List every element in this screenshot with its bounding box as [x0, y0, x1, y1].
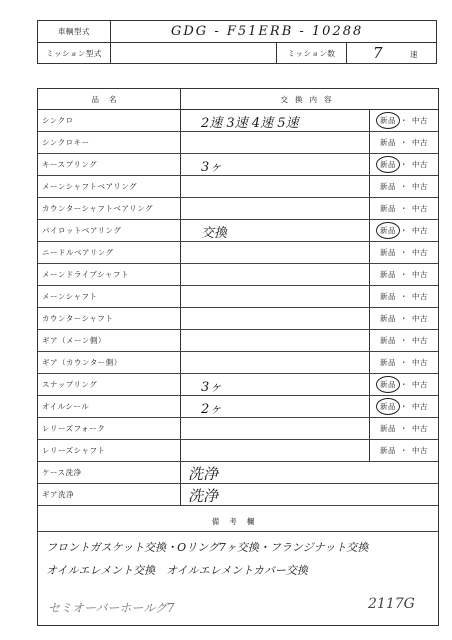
condition-new-option[interactable]: 新品 [380, 226, 396, 235]
part-exchange-cell [181, 308, 370, 329]
condition-new-option[interactable]: 新品 [380, 116, 396, 125]
condition-separator: ・ [400, 116, 408, 125]
condition-new-option[interactable]: 新品 [380, 314, 396, 323]
model-label: 車輌型式 [38, 21, 111, 42]
part-row [38, 110, 438, 132]
part-exchange-value: 2速 3速 4速 5速 [201, 116, 299, 131]
model-row [38, 21, 436, 43]
condition-new-option[interactable]: 新品 [380, 270, 396, 279]
condition-separator: ・ [400, 380, 408, 389]
part-row [38, 198, 438, 220]
condition-separator: ・ [400, 182, 408, 191]
condition-new-option[interactable]: 新品 [380, 160, 396, 169]
condition-used-option[interactable]: 中古 [412, 292, 428, 301]
condition-used-option[interactable]: 中古 [412, 424, 428, 433]
condition-new-option[interactable]: 新品 [380, 336, 396, 345]
condition-used-option[interactable]: 中古 [412, 248, 428, 257]
condition-new-option[interactable]: 新品 [380, 358, 396, 367]
wash-name: ケース洗浄 [38, 462, 181, 483]
part-exchange-cell [181, 220, 370, 241]
part-row [38, 286, 438, 308]
part-name: レリーズフォーク [38, 418, 181, 439]
wash-row [38, 462, 438, 484]
mission-type-value [111, 43, 277, 64]
part-name: カウンターシャフトベアリング [38, 198, 181, 219]
remarks-heading: 備考欄 [38, 512, 438, 532]
wash-value: 洗浄 [188, 465, 219, 483]
model-value: GDG - F51ERB - 10288 [171, 24, 364, 39]
part-row [38, 352, 438, 374]
part-condition [370, 440, 438, 461]
condition-new-option[interactable]: 新品 [380, 204, 396, 213]
part-condition [370, 396, 438, 417]
part-condition [370, 242, 438, 263]
wash-name: ギア洗浄 [38, 484, 181, 505]
mission-type-label: ミッション型式 [38, 43, 111, 64]
mission-count-label: ミッション数 [277, 43, 347, 64]
part-condition [370, 132, 438, 153]
condition-separator: ・ [400, 270, 408, 279]
part-name: ギア（カウンター側） [38, 352, 181, 373]
condition-used-option[interactable]: 中古 [412, 446, 428, 455]
part-condition [370, 110, 438, 131]
col-exchange-header: 交換内容 [280, 94, 339, 104]
condition-separator: ・ [400, 160, 408, 169]
condition-used-option[interactable]: 中古 [412, 182, 428, 191]
part-condition [370, 220, 438, 241]
part-name: ギア（メーン側） [38, 330, 181, 351]
part-row [38, 418, 438, 440]
part-row [38, 440, 438, 462]
condition-new-option[interactable]: 新品 [380, 424, 396, 433]
part-row [38, 374, 438, 396]
part-name: パイロットベアリング [38, 220, 181, 241]
condition-separator: ・ [400, 446, 408, 455]
condition-used-option[interactable]: 中古 [412, 314, 428, 323]
part-exchange-cell [181, 110, 370, 131]
condition-used-option[interactable]: 中古 [412, 270, 428, 279]
part-row [38, 264, 438, 286]
condition-separator: ・ [400, 314, 408, 323]
condition-used-option[interactable]: 中古 [412, 226, 428, 235]
part-name: スナップリング [38, 374, 181, 395]
part-name: シンクロキー [38, 132, 181, 153]
condition-new-option[interactable]: 新品 [380, 446, 396, 455]
condition-separator: ・ [400, 424, 408, 433]
part-exchange-value: 3ヶ [201, 380, 223, 395]
condition-used-option[interactable]: 中古 [412, 138, 428, 147]
part-condition [370, 264, 438, 285]
part-row [38, 308, 438, 330]
part-row [38, 242, 438, 264]
condition-separator: ・ [400, 138, 408, 147]
part-name: メーンシャフトベアリング [38, 176, 181, 197]
condition-new-option[interactable]: 新品 [380, 182, 396, 191]
part-row [38, 396, 438, 418]
part-exchange-cell [181, 154, 370, 175]
wash-value: 洗浄 [188, 487, 219, 505]
remarks-line-1: フロントガスケット交換・Oリング7ヶ交換・フランジナット交換 [46, 541, 369, 554]
part-exchange-cell [181, 176, 370, 197]
header-table [37, 20, 437, 64]
part-name: ニードルベアリング [38, 242, 181, 263]
part-condition [370, 198, 438, 219]
parts-table [37, 88, 439, 626]
part-exchange-value: 交換 [201, 226, 228, 241]
part-exchange-cell [181, 396, 370, 417]
part-row [38, 330, 438, 352]
mission-count-value: 7 [373, 44, 383, 62]
part-condition [370, 286, 438, 307]
condition-new-option[interactable]: 新品 [380, 292, 396, 301]
part-exchange-cell [181, 198, 370, 219]
mission-count-unit: 速 [410, 50, 418, 59]
part-exchange-cell [181, 440, 370, 461]
part-exchange-cell [181, 264, 370, 285]
condition-separator: ・ [400, 358, 408, 367]
part-condition [370, 352, 438, 373]
condition-used-option[interactable]: 中古 [412, 160, 428, 169]
condition-used-option[interactable]: 中古 [412, 204, 428, 213]
condition-used-option[interactable]: 中古 [412, 402, 428, 411]
condition-new-option[interactable]: 新品 [380, 138, 396, 147]
condition-separator: ・ [400, 336, 408, 345]
mission-row [38, 43, 436, 64]
part-exchange-cell [181, 132, 370, 153]
part-row [38, 220, 438, 242]
col-part-header: 品名 [38, 89, 181, 109]
wash-row [38, 484, 438, 506]
condition-used-option[interactable]: 中古 [412, 358, 428, 367]
remarks-footer-number: 2117G [368, 596, 415, 612]
part-name: オイルシール [38, 396, 181, 417]
part-exchange-cell [181, 352, 370, 373]
part-exchange-cell [181, 374, 370, 395]
condition-separator: ・ [400, 226, 408, 235]
part-name: レリーズシャフト [38, 440, 181, 461]
part-exchange-cell [181, 330, 370, 351]
part-condition [370, 374, 438, 395]
parts-table-header [38, 89, 438, 110]
part-row [38, 176, 438, 198]
part-exchange-value: 2ヶ [201, 402, 223, 417]
part-name: メーンドライブシャフト [38, 264, 181, 285]
part-condition [370, 176, 438, 197]
part-name: シンクロ [38, 110, 181, 131]
condition-separator: ・ [400, 204, 408, 213]
part-condition [370, 330, 438, 351]
remarks-line-2: オイルエレメント交換 オイルエレメントカバー交換 [46, 564, 308, 577]
part-exchange-value: 3ヶ [201, 160, 223, 175]
condition-new-option[interactable]: 新品 [380, 402, 396, 411]
part-row [38, 132, 438, 154]
part-condition [370, 418, 438, 439]
part-condition [370, 154, 438, 175]
condition-new-option[interactable]: 新品 [380, 248, 396, 257]
remarks-footer-text: セミオーバーホールグ7 [48, 601, 175, 615]
part-condition [370, 308, 438, 329]
condition-used-option[interactable]: 中古 [412, 336, 428, 345]
condition-separator: ・ [400, 248, 408, 257]
condition-new-option[interactable]: 新品 [380, 380, 396, 389]
mission-count-cell [347, 43, 436, 64]
condition-separator: ・ [400, 402, 408, 411]
part-name: キースプリング [38, 154, 181, 175]
part-name: カウンターシャフト [38, 308, 181, 329]
condition-used-option[interactable]: 中古 [412, 380, 428, 389]
condition-used-option[interactable]: 中古 [412, 116, 428, 125]
condition-separator: ・ [400, 292, 408, 301]
part-row [38, 154, 438, 176]
part-exchange-cell [181, 286, 370, 307]
part-exchange-cell [181, 418, 370, 439]
part-name: メーンシャフト [38, 286, 181, 307]
part-exchange-cell [181, 242, 370, 263]
